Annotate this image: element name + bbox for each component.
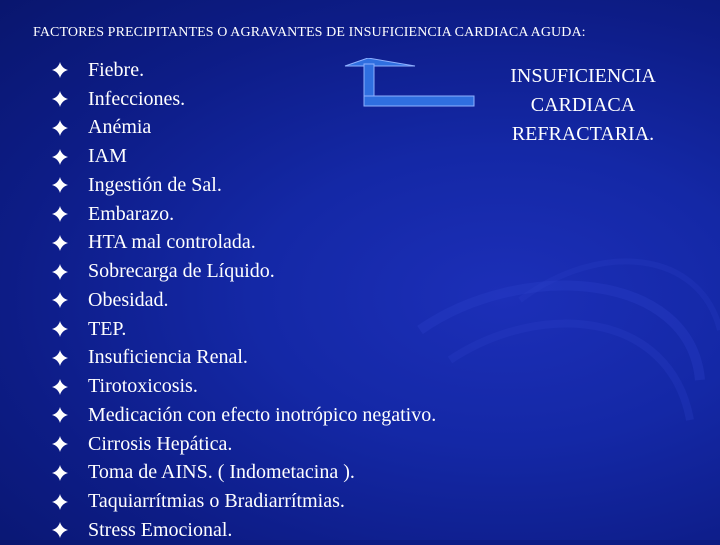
list-item-text: Toma de AINS. ( Indometacina ). xyxy=(88,461,355,484)
list-item xyxy=(52,372,436,401)
diamond-bullet-icon xyxy=(52,149,88,165)
list-item xyxy=(52,114,436,143)
up-arrow-icon xyxy=(340,58,480,114)
list-item-text: Sobrecarga de Líquido. xyxy=(88,260,275,283)
diamond-bullet-icon xyxy=(52,321,88,337)
diamond-bullet-icon xyxy=(52,235,88,251)
diamond-bullet-icon xyxy=(52,407,88,423)
list-item-text: Taquiarrítmias o Bradiarrítmias. xyxy=(88,490,345,513)
list-item-text: Ingestión de Sal. xyxy=(88,173,222,196)
callout-line-3: REFRACTARIA. xyxy=(511,123,655,145)
list-item xyxy=(52,487,436,516)
callout-line-1: INSUFICIENCIA xyxy=(510,65,656,87)
slide-title: FACTORES PRECIPITANTES O AGRAVANTES DE INSUFICIENCIA CARDIACA AGUDA: xyxy=(33,25,586,40)
diamond-bullet-icon xyxy=(52,292,88,308)
diamond-bullet-icon xyxy=(52,177,88,193)
list-item xyxy=(52,200,436,229)
list-item xyxy=(52,430,436,459)
diamond-bullet-icon xyxy=(52,494,88,510)
list-item xyxy=(52,286,436,315)
diamond-bullet-icon xyxy=(52,522,88,538)
list-item-text: Obesidad. xyxy=(88,288,169,311)
list-item xyxy=(52,315,436,344)
refractory-heart-failure-callout xyxy=(478,62,688,149)
list-item xyxy=(52,516,436,545)
diamond-bullet-icon xyxy=(52,465,88,481)
diamond-bullet-icon xyxy=(52,206,88,222)
list-item-text: Embarazo. xyxy=(88,202,175,225)
list-item-text: IAM xyxy=(88,145,127,168)
diamond-bullet-icon xyxy=(52,120,88,136)
list-item xyxy=(52,229,436,258)
diamond-bullet-icon xyxy=(52,350,88,366)
list-item-text: TEP. xyxy=(88,317,127,340)
list-item-text: Infecciones. xyxy=(88,87,186,110)
list-item-text: Cirrosis Hepática. xyxy=(88,432,233,455)
diamond-bullet-icon xyxy=(52,436,88,452)
diamond-bullet-icon xyxy=(52,264,88,280)
list-item xyxy=(52,401,436,430)
list-item-text: HTA mal controlada. xyxy=(88,231,256,254)
list-item xyxy=(52,257,436,286)
factor-list xyxy=(52,56,436,545)
list-item-text: Medicación con efecto inotrópico negativo. xyxy=(88,403,437,426)
list-item xyxy=(52,171,436,200)
list-item xyxy=(52,344,436,373)
diamond-bullet-icon xyxy=(52,62,88,78)
list-item-text: Insuficiencia Renal. xyxy=(88,346,248,369)
list-item-text: Fiebre. xyxy=(88,58,145,81)
list-item-text: Stress Emocional. xyxy=(88,518,233,541)
list-item-text: Tirotoxicosis. xyxy=(88,375,198,398)
list-item-text: Anémia xyxy=(88,116,152,139)
diamond-bullet-icon xyxy=(52,379,88,395)
diamond-bullet-icon xyxy=(52,91,88,107)
list-item xyxy=(52,459,436,488)
callout-line-2: CARDIACA xyxy=(530,94,636,116)
list-item xyxy=(52,142,436,171)
